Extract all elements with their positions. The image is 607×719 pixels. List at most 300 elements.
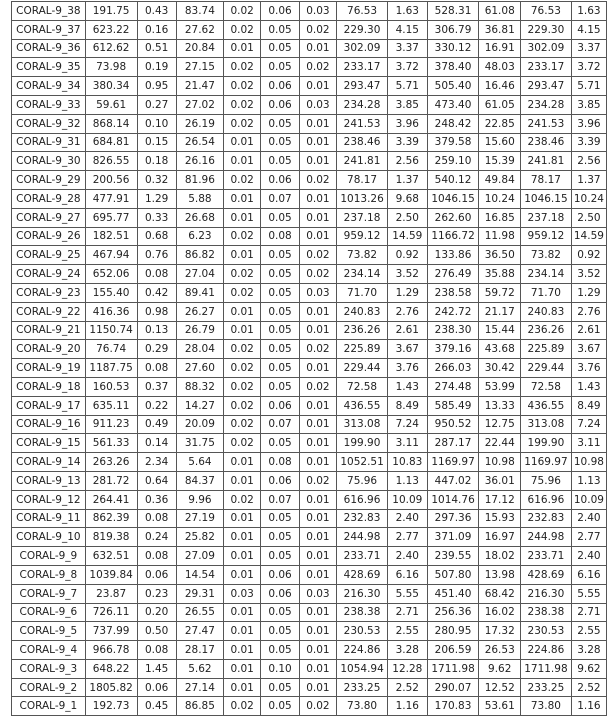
table-cell: 31.75 — [176, 434, 223, 453]
table-cell: 868.14 — [85, 114, 137, 133]
table-cell: 0.01 — [223, 659, 260, 678]
table-cell: 262.60 — [427, 208, 479, 227]
sample-id-cell: CORAL-9_36 — [12, 39, 86, 58]
table-cell: 6.16 — [571, 565, 606, 584]
table-cell: 15.39 — [479, 152, 521, 171]
table-cell: 737.99 — [85, 622, 137, 641]
table-cell: 225.89 — [337, 340, 388, 359]
table-cell: 2.40 — [571, 509, 606, 528]
table-cell: 695.77 — [85, 208, 137, 227]
table-cell: 0.01 — [299, 490, 336, 509]
table-cell: 1.29 — [571, 283, 606, 302]
table-cell: 2.77 — [387, 528, 427, 547]
table-cell: 1014.76 — [427, 490, 479, 509]
table-cell: 561.33 — [85, 434, 137, 453]
table-row — [12, 584, 607, 603]
table-cell: 0.01 — [223, 547, 260, 566]
table-cell: 966.78 — [85, 641, 137, 660]
table-cell: 0.05 — [261, 678, 299, 697]
table-row — [12, 171, 607, 190]
table-cell: 0.02 — [299, 471, 336, 490]
sample-id-cell: CORAL-9_18 — [12, 377, 86, 396]
table-cell: 191.75 — [85, 2, 137, 21]
table-cell: 0.03 — [299, 584, 336, 603]
table-cell: 182.51 — [85, 227, 137, 246]
table-cell: 0.05 — [261, 20, 299, 39]
table-cell: 216.30 — [521, 584, 572, 603]
table-row — [12, 114, 607, 133]
table-row — [12, 302, 607, 321]
table-cell: 12.52 — [479, 678, 521, 697]
table-cell: 13.98 — [479, 565, 521, 584]
table-cell: 16.46 — [479, 77, 521, 96]
table-cell: 15.93 — [479, 509, 521, 528]
table-cell: 528.31 — [427, 2, 479, 21]
table-cell: 0.01 — [299, 77, 336, 96]
table-cell: 17.12 — [479, 490, 521, 509]
sample-id-cell: CORAL-9_25 — [12, 246, 86, 265]
table-cell: 950.52 — [427, 415, 479, 434]
table-cell: 1.13 — [387, 471, 427, 490]
table-cell: 3.72 — [387, 58, 427, 77]
table-cell: 10.24 — [571, 189, 606, 208]
table-cell: 14.59 — [571, 227, 606, 246]
table-cell: 3.76 — [387, 359, 427, 378]
table-cell: 652.06 — [85, 265, 137, 284]
table-cell: 0.07 — [261, 189, 299, 208]
table-cell: 0.05 — [261, 58, 299, 77]
table-cell: 293.47 — [337, 77, 388, 96]
sample-id-cell: CORAL-9_28 — [12, 189, 86, 208]
table-cell: 0.02 — [223, 265, 260, 284]
table-cell: 819.38 — [85, 528, 137, 547]
table-cell: 199.90 — [337, 434, 388, 453]
table-cell: 0.92 — [571, 246, 606, 265]
table-row — [12, 95, 607, 114]
table-cell: 76.74 — [85, 340, 137, 359]
table-cell: 281.72 — [85, 471, 137, 490]
table-cell: 0.06 — [261, 565, 299, 584]
table-cell: 0.02 — [299, 246, 336, 265]
table-cell: 0.01 — [223, 246, 260, 265]
table-cell: 436.55 — [521, 396, 572, 415]
table-cell: 9.62 — [479, 659, 521, 678]
table-cell: 9.68 — [387, 189, 427, 208]
table-row — [12, 39, 607, 58]
table-cell: 467.94 — [85, 246, 137, 265]
table-cell: 0.01 — [223, 622, 260, 641]
table-cell: 22.44 — [479, 434, 521, 453]
table-cell: 10.09 — [571, 490, 606, 509]
table-cell: 0.01 — [223, 678, 260, 697]
table-cell: 2.77 — [571, 528, 606, 547]
table-cell: 1.16 — [387, 697, 427, 716]
table-cell: 0.01 — [223, 152, 260, 171]
table-cell: 0.01 — [299, 321, 336, 340]
table-cell: 2.76 — [571, 302, 606, 321]
table-cell: 0.05 — [261, 283, 299, 302]
table-cell: 0.05 — [261, 359, 299, 378]
table-cell: 48.03 — [479, 58, 521, 77]
table-cell: 1711.98 — [521, 659, 572, 678]
table-cell: 0.01 — [223, 302, 260, 321]
table-row — [12, 283, 607, 302]
table-cell: 0.06 — [261, 396, 299, 415]
table-cell: 199.90 — [521, 434, 572, 453]
table-cell: 3.28 — [387, 641, 427, 660]
table-cell: 2.40 — [387, 547, 427, 566]
table-cell: 726.11 — [85, 603, 137, 622]
table-cell: 18.02 — [479, 547, 521, 566]
sample-id-cell: CORAL-9_26 — [12, 227, 86, 246]
table-cell: 238.58 — [427, 283, 479, 302]
table-cell: 8.49 — [387, 396, 427, 415]
table-cell: 0.05 — [261, 133, 299, 152]
table-cell: 0.16 — [137, 20, 176, 39]
table-cell: 11.98 — [479, 227, 521, 246]
table-cell: 1046.15 — [521, 189, 572, 208]
table-cell: 0.50 — [137, 622, 176, 641]
table-cell: 233.71 — [521, 547, 572, 566]
table-cell: 0.02 — [223, 283, 260, 302]
table-cell: 0.08 — [137, 359, 176, 378]
table-cell: 1150.74 — [85, 321, 137, 340]
sample-id-cell: CORAL-9_32 — [12, 114, 86, 133]
table-cell: 0.01 — [223, 509, 260, 528]
table-cell: 0.03 — [223, 584, 260, 603]
data-table — [11, 1, 607, 716]
table-row — [12, 697, 607, 716]
sample-id-cell: CORAL-9_34 — [12, 77, 86, 96]
sample-id-cell: CORAL-9_5 — [12, 622, 86, 641]
table-cell: 0.06 — [261, 584, 299, 603]
sample-id-cell: CORAL-9_31 — [12, 133, 86, 152]
table-cell: 27.47 — [176, 622, 223, 641]
table-cell: 238.46 — [337, 133, 388, 152]
table-cell: 0.06 — [261, 171, 299, 190]
table-row — [12, 2, 607, 21]
table-cell: 3.85 — [571, 95, 606, 114]
table-cell: 585.49 — [427, 396, 479, 415]
table-cell: 237.18 — [337, 208, 388, 227]
table-cell: 230.53 — [337, 622, 388, 641]
sample-id-cell: CORAL-9_2 — [12, 678, 86, 697]
table-cell: 75.96 — [337, 471, 388, 490]
sample-id-cell: CORAL-9_23 — [12, 283, 86, 302]
table-cell: 0.05 — [261, 697, 299, 716]
table-cell: 505.40 — [427, 77, 479, 96]
table-cell: 0.98 — [137, 302, 176, 321]
sample-id-cell: CORAL-9_3 — [12, 659, 86, 678]
table-cell: 428.69 — [521, 565, 572, 584]
table-cell: 911.23 — [85, 415, 137, 434]
table-cell: 0.19 — [137, 58, 176, 77]
table-row — [12, 20, 607, 39]
table-cell: 3.39 — [387, 133, 427, 152]
table-cell: 71.70 — [337, 283, 388, 302]
table-cell: 330.12 — [427, 39, 479, 58]
table-cell: 0.01 — [223, 453, 260, 472]
table-cell: 234.14 — [521, 265, 572, 284]
table-cell: 9.96 — [176, 490, 223, 509]
table-cell: 0.06 — [137, 565, 176, 584]
table-cell: 416.36 — [85, 302, 137, 321]
table-cell: 15.44 — [479, 321, 521, 340]
table-cell: 0.08 — [137, 509, 176, 528]
table-cell: 5.64 — [176, 453, 223, 472]
table-cell: 2.50 — [571, 208, 606, 227]
table-cell: 2.61 — [387, 321, 427, 340]
table-cell: 274.48 — [427, 377, 479, 396]
table-cell: 635.11 — [85, 396, 137, 415]
table-cell: 1711.98 — [427, 659, 479, 678]
table-cell: 0.06 — [261, 471, 299, 490]
table-cell: 0.02 — [223, 697, 260, 716]
table-cell: 0.01 — [223, 208, 260, 227]
table-cell: 5.55 — [387, 584, 427, 603]
table-cell: 0.01 — [299, 434, 336, 453]
table-row — [12, 415, 607, 434]
table-cell: 26.16 — [176, 152, 223, 171]
table-cell: 78.17 — [337, 171, 388, 190]
table-cell: 507.80 — [427, 565, 479, 584]
table-cell: 10.98 — [571, 453, 606, 472]
table-cell: 10.98 — [479, 453, 521, 472]
table-cell: 0.01 — [299, 565, 336, 584]
table-row — [12, 453, 607, 472]
table-cell: 233.25 — [521, 678, 572, 697]
table-cell: 10.09 — [387, 490, 427, 509]
table-cell: 242.72 — [427, 302, 479, 321]
table-cell: 84.37 — [176, 471, 223, 490]
table-cell: 3.52 — [571, 265, 606, 284]
table-cell: 263.26 — [85, 453, 137, 472]
table-cell: 73.82 — [337, 246, 388, 265]
table-cell: 81.96 — [176, 171, 223, 190]
table-cell: 76.53 — [337, 2, 388, 21]
table-cell: 88.32 — [176, 377, 223, 396]
table-cell: 5.88 — [176, 189, 223, 208]
table-cell: 3.96 — [387, 114, 427, 133]
table-cell: 49.84 — [479, 171, 521, 190]
table-cell: 1169.97 — [521, 453, 572, 472]
table-row — [12, 208, 607, 227]
table-cell: 26.19 — [176, 114, 223, 133]
table-row — [12, 528, 607, 547]
table-cell: 86.82 — [176, 246, 223, 265]
table-cell: 27.04 — [176, 265, 223, 284]
table-cell: 0.05 — [261, 265, 299, 284]
table-cell: 0.08 — [137, 641, 176, 660]
table-cell: 3.37 — [571, 39, 606, 58]
sample-id-cell: CORAL-9_16 — [12, 415, 86, 434]
sample-id-cell: CORAL-9_19 — [12, 359, 86, 378]
table-cell: 10.24 — [479, 189, 521, 208]
table-cell: 0.01 — [223, 39, 260, 58]
table-cell: 0.10 — [137, 114, 176, 133]
table-cell: 379.16 — [427, 340, 479, 359]
table-cell: 1.29 — [137, 189, 176, 208]
table-cell: 0.22 — [137, 396, 176, 415]
table-cell: 200.56 — [85, 171, 137, 190]
table-cell: 27.62 — [176, 20, 223, 39]
table-cell: 229.44 — [337, 359, 388, 378]
table-cell: 0.05 — [261, 302, 299, 321]
table-cell: 16.97 — [479, 528, 521, 547]
table-cell: 239.55 — [427, 547, 479, 566]
table-row — [12, 641, 607, 660]
table-cell: 3.28 — [571, 641, 606, 660]
table-cell: 0.01 — [299, 622, 336, 641]
table-cell: 0.33 — [137, 208, 176, 227]
table-cell: 59.61 — [85, 95, 137, 114]
table-cell: 14.59 — [387, 227, 427, 246]
table-cell: 0.01 — [299, 509, 336, 528]
table-cell: 133.86 — [427, 246, 479, 265]
table-cell: 27.02 — [176, 95, 223, 114]
table-cell: 73.80 — [521, 697, 572, 716]
table-cell: 0.02 — [299, 171, 336, 190]
table-cell: 240.83 — [521, 302, 572, 321]
table-cell: 0.49 — [137, 415, 176, 434]
table-cell: 234.28 — [337, 95, 388, 114]
table-row — [12, 396, 607, 415]
table-cell: 236.26 — [521, 321, 572, 340]
table-cell: 238.30 — [427, 321, 479, 340]
table-cell: 0.05 — [261, 377, 299, 396]
table-cell: 27.14 — [176, 678, 223, 697]
sample-id-cell: CORAL-9_30 — [12, 152, 86, 171]
sample-id-cell: CORAL-9_13 — [12, 471, 86, 490]
table-cell: 3.72 — [571, 58, 606, 77]
table-cell: 16.91 — [479, 39, 521, 58]
table-cell: 14.27 — [176, 396, 223, 415]
table-cell: 290.07 — [427, 678, 479, 697]
table-cell: 0.02 — [299, 340, 336, 359]
table-cell: 86.85 — [176, 697, 223, 716]
table-cell: 0.29 — [137, 340, 176, 359]
table-cell: 238.38 — [521, 603, 572, 622]
table-cell: 234.28 — [521, 95, 572, 114]
table-cell: 233.71 — [337, 547, 388, 566]
table-cell: 0.01 — [299, 39, 336, 58]
table-cell: 12.75 — [479, 415, 521, 434]
table-row — [12, 133, 607, 152]
table-cell: 76.53 — [521, 2, 572, 21]
table-cell: 0.01 — [299, 603, 336, 622]
sample-id-cell: CORAL-9_24 — [12, 265, 86, 284]
table-cell: 0.13 — [137, 321, 176, 340]
table-cell: 3.76 — [571, 359, 606, 378]
table-cell: 224.86 — [521, 641, 572, 660]
table-cell: 0.95 — [137, 77, 176, 96]
table-cell: 26.54 — [176, 133, 223, 152]
table-cell: 0.07 — [261, 490, 299, 509]
table-cell: 447.02 — [427, 471, 479, 490]
table-cell: 0.27 — [137, 95, 176, 114]
table-cell: 1805.82 — [85, 678, 137, 697]
table-cell: 3.39 — [571, 133, 606, 152]
table-cell: 192.73 — [85, 697, 137, 716]
table-cell: 0.06 — [261, 77, 299, 96]
table-cell: 170.83 — [427, 697, 479, 716]
table-cell: 287.17 — [427, 434, 479, 453]
table-cell: 26.55 — [176, 603, 223, 622]
table-cell: 1.63 — [571, 2, 606, 21]
table-cell: 0.43 — [137, 2, 176, 21]
table-cell: 1.37 — [571, 171, 606, 190]
table-cell: 0.01 — [299, 415, 336, 434]
table-row — [12, 547, 607, 566]
table-cell: 233.17 — [521, 58, 572, 77]
table-cell: 89.41 — [176, 283, 223, 302]
table-cell: 68.42 — [479, 584, 521, 603]
table-cell: 0.20 — [137, 603, 176, 622]
table-cell: 61.05 — [479, 95, 521, 114]
table-cell: 216.30 — [337, 584, 388, 603]
sample-id-cell: CORAL-9_10 — [12, 528, 86, 547]
table-cell: 266.03 — [427, 359, 479, 378]
table-cell: 0.02 — [223, 171, 260, 190]
table-cell: 540.12 — [427, 171, 479, 190]
table-cell: 256.36 — [427, 603, 479, 622]
table-cell: 0.01 — [299, 189, 336, 208]
table-cell: 3.96 — [571, 114, 606, 133]
table-cell: 0.02 — [223, 20, 260, 39]
sample-id-cell: CORAL-9_7 — [12, 584, 86, 603]
table-cell: 229.44 — [521, 359, 572, 378]
table-cell: 36.01 — [479, 471, 521, 490]
sample-id-cell: CORAL-9_37 — [12, 20, 86, 39]
table-cell: 26.79 — [176, 321, 223, 340]
table-cell: 0.01 — [223, 471, 260, 490]
table-cell: 0.06 — [137, 678, 176, 697]
table-cell: 1.13 — [571, 471, 606, 490]
table-cell: 237.18 — [521, 208, 572, 227]
table-cell: 3.67 — [571, 340, 606, 359]
table-cell: 0.05 — [261, 434, 299, 453]
table-cell: 1.16 — [571, 697, 606, 716]
table-cell: 0.03 — [299, 2, 336, 21]
table-cell: 0.05 — [261, 152, 299, 171]
table-cell: 473.40 — [427, 95, 479, 114]
table-cell: 313.08 — [337, 415, 388, 434]
table-cell: 20.84 — [176, 39, 223, 58]
table-cell: 16.02 — [479, 603, 521, 622]
table-cell: 0.02 — [223, 227, 260, 246]
table-cell: 0.68 — [137, 227, 176, 246]
table-cell: 12.28 — [387, 659, 427, 678]
sample-id-cell: CORAL-9_6 — [12, 603, 86, 622]
sample-id-cell: CORAL-9_12 — [12, 490, 86, 509]
table-cell: 72.58 — [521, 377, 572, 396]
table-cell: 2.52 — [571, 678, 606, 697]
table-cell: 21.17 — [479, 302, 521, 321]
table-cell: 616.96 — [337, 490, 388, 509]
table-cell: 0.18 — [137, 152, 176, 171]
table-cell: 241.81 — [337, 152, 388, 171]
table-cell: 1.29 — [387, 283, 427, 302]
table-cell: 17.32 — [479, 622, 521, 641]
table-cell: 36.50 — [479, 246, 521, 265]
table-cell: 0.01 — [299, 227, 336, 246]
table-cell: 234.14 — [337, 265, 388, 284]
table-cell: 0.32 — [137, 171, 176, 190]
table-cell: 0.01 — [299, 152, 336, 171]
table-cell: 0.03 — [299, 283, 336, 302]
table-cell: 28.17 — [176, 641, 223, 660]
table-cell: 233.17 — [337, 58, 388, 77]
